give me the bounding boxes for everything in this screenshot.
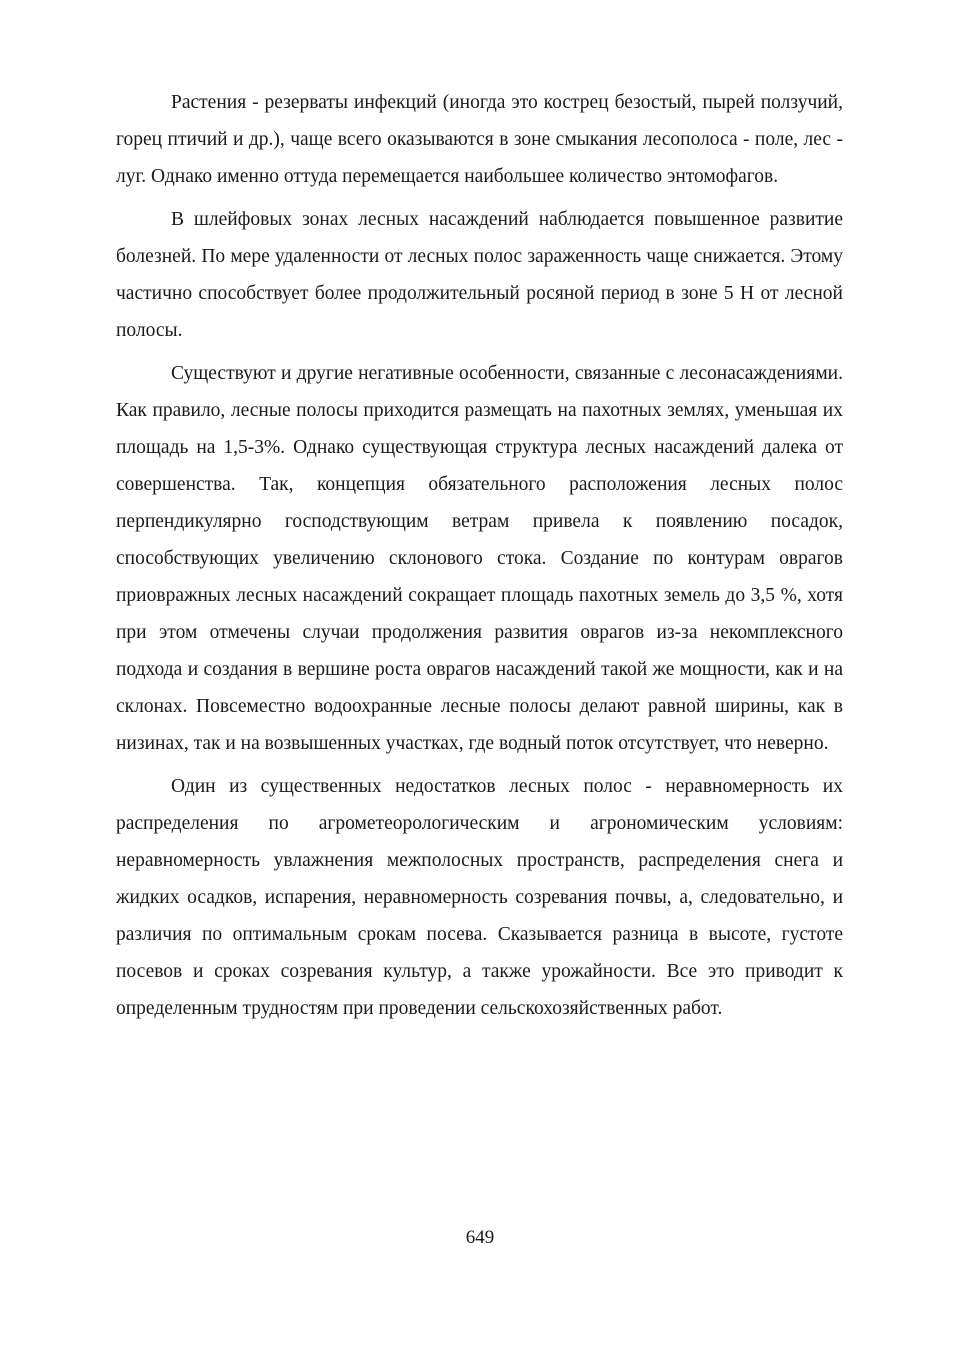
body-text <box>116 84 843 1033</box>
paragraph-3: Существуют и другие негативные особенности, связанные с лесонасаждениями. Как правило, лесные полосы приходится размещать на пахотных землях, уменьшая их площадь на 1,5-3%. Однако существующая структура лесных насаждений далека от совершенства. Так, концепция обязательного расположения лесных полос перпендикулярно господствующим ветрам привела к появлению посадок, способствующих увеличению склонового стока. Создание по контурам оврагов приовражных лесных насаждений сокращает площадь пахотных земель до 3,5 %, хотя при этом отмечены случаи продолжения развития оврагов из-за некомплексного подхода и создания в вершине роста оврагов насаждений такой же мощности, как и на склонах. Повсеместно водоохранные лесные полосы делают равной ширины, как в низинах, так и на возвышенных участках, где водный поток отсутствует, что неверно. <box>116 363 843 754</box>
paragraph-2: В шлейфовых зонах лесных насаждений наблюдается повышенное развитие болезней. По мере удаленности от лесных полос зараженность чаще снижается. Этому частично способствует более продолжительный росяной период в зоне 5 Н от лесной полосы. <box>116 209 843 341</box>
paragraph-1: Растения - резерваты инфекций (иногда это кострец безостый, пырей ползучий, горец птичий и др.), чаще всего оказываются в зоне смыкания лесополоса - поле, лес - луг. Однако именно оттуда перемещается наибольшее количество энтомофагов. <box>116 92 843 187</box>
page-number: 649 <box>465 1227 495 1248</box>
paragraph-4: Один из существенных недостатков лесных полос - неравномерность их распределения по агрометеорологическим и агрономическим условиям: неравномерность увлажнения межполосных пространств, распределения снега и жидких осадков, испарения, неравномерность созревания почвы, а, следовательно, и различия по оптимальным срокам посева. Сказывается разница в высоте, густоте посевов и сроках созревания культур, а также урожайности. Все это приводит к определенным трудностям при проведении сельскохозяйственных работ. <box>116 776 843 1019</box>
